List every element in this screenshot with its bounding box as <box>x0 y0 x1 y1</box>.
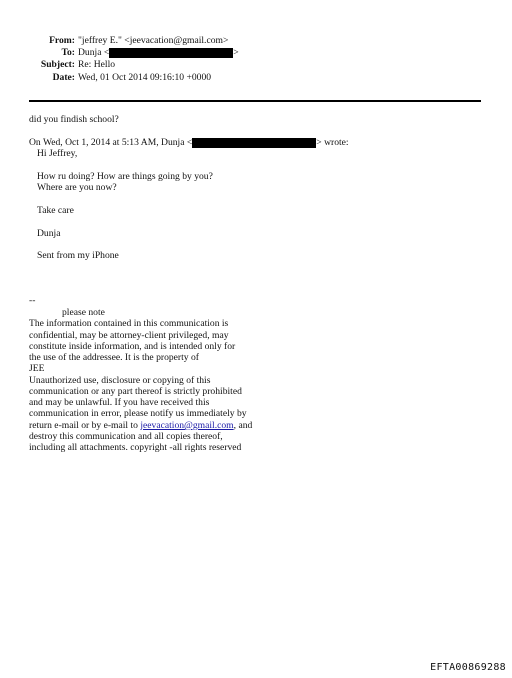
header-date-row <box>0 72 512 84</box>
disclaimer-line: constitute inside information, and is intended only for <box>29 341 236 352</box>
reply-text: did you findish school? <box>29 114 119 125</box>
header-to-row <box>0 47 512 59</box>
disclaimer-line: Unauthorized use, disclosure or copying of this <box>29 375 211 386</box>
to-redaction <box>109 48 233 58</box>
disclaimer-email-line <box>29 420 252 432</box>
quote-greeting: Hi Jeffrey, <box>37 148 78 159</box>
quote-signoff: Dunja <box>37 228 61 239</box>
disclaimer-line: destroy this communication and all copies thereof, <box>29 431 223 442</box>
email-line-prefix: return e-mail or by e-mail to <box>29 420 141 431</box>
quote-question-1: How ru doing? How are things going by you? <box>37 171 213 182</box>
quote-intro <box>29 137 349 149</box>
subject-value: Re: Hello <box>78 59 116 70</box>
please-note: please note <box>62 307 105 318</box>
to-value <box>78 47 239 59</box>
email-link[interactable]: jeevacation@gmail.com <box>140 420 234 431</box>
disclaimer-line: the use of the addressee. It is the property of <box>29 352 199 363</box>
disclaimer-line: JEE <box>29 363 45 374</box>
from-value: "jeffrey E." <jeevacation@gmail.com> <box>78 35 229 46</box>
signature-dashes: -- <box>29 295 36 306</box>
disclaimer-line: communication or any part thereof is strictly prohibited <box>29 386 242 397</box>
quote-intro-suffix: > wrote: <box>316 137 349 148</box>
email-line-suffix: , and <box>233 420 253 431</box>
disclaimer-line: communication in error, please notify us immediately by <box>29 408 247 419</box>
from-label: From: <box>49 35 75 46</box>
to-label: To: <box>61 47 75 58</box>
header-divider <box>29 100 481 102</box>
subject-label: Subject: <box>40 59 75 70</box>
quote-intro-prefix: On Wed, Oct 1, 2014 at 5:13 AM, Dunja < <box>29 137 193 148</box>
date-label: Date: <box>52 72 75 83</box>
header-subject-row <box>0 59 512 71</box>
quote-question-2: Where are you now? <box>37 182 117 193</box>
disclaimer-line: and may be unlawful. If you have received this <box>29 397 210 408</box>
quote-redaction <box>192 138 316 148</box>
disclaimer-line: including all attachments. copyright -all rights reserved <box>29 442 242 453</box>
to-suffix: > <box>233 47 239 58</box>
header-from-row <box>0 35 512 47</box>
date-value: Wed, 01 Oct 2014 09:16:10 +0000 <box>78 72 212 83</box>
quote-sent-from: Sent from my iPhone <box>37 250 119 261</box>
quote-take-care: Take care <box>37 205 74 216</box>
to-prefix: Dunja < <box>78 47 110 58</box>
disclaimer-line: The information contained in this communication is <box>29 318 229 329</box>
document-id-stamp: EFTA00869288 <box>430 662 506 673</box>
disclaimer-line: confidential, may be attorney-client privileged, may <box>29 330 229 341</box>
